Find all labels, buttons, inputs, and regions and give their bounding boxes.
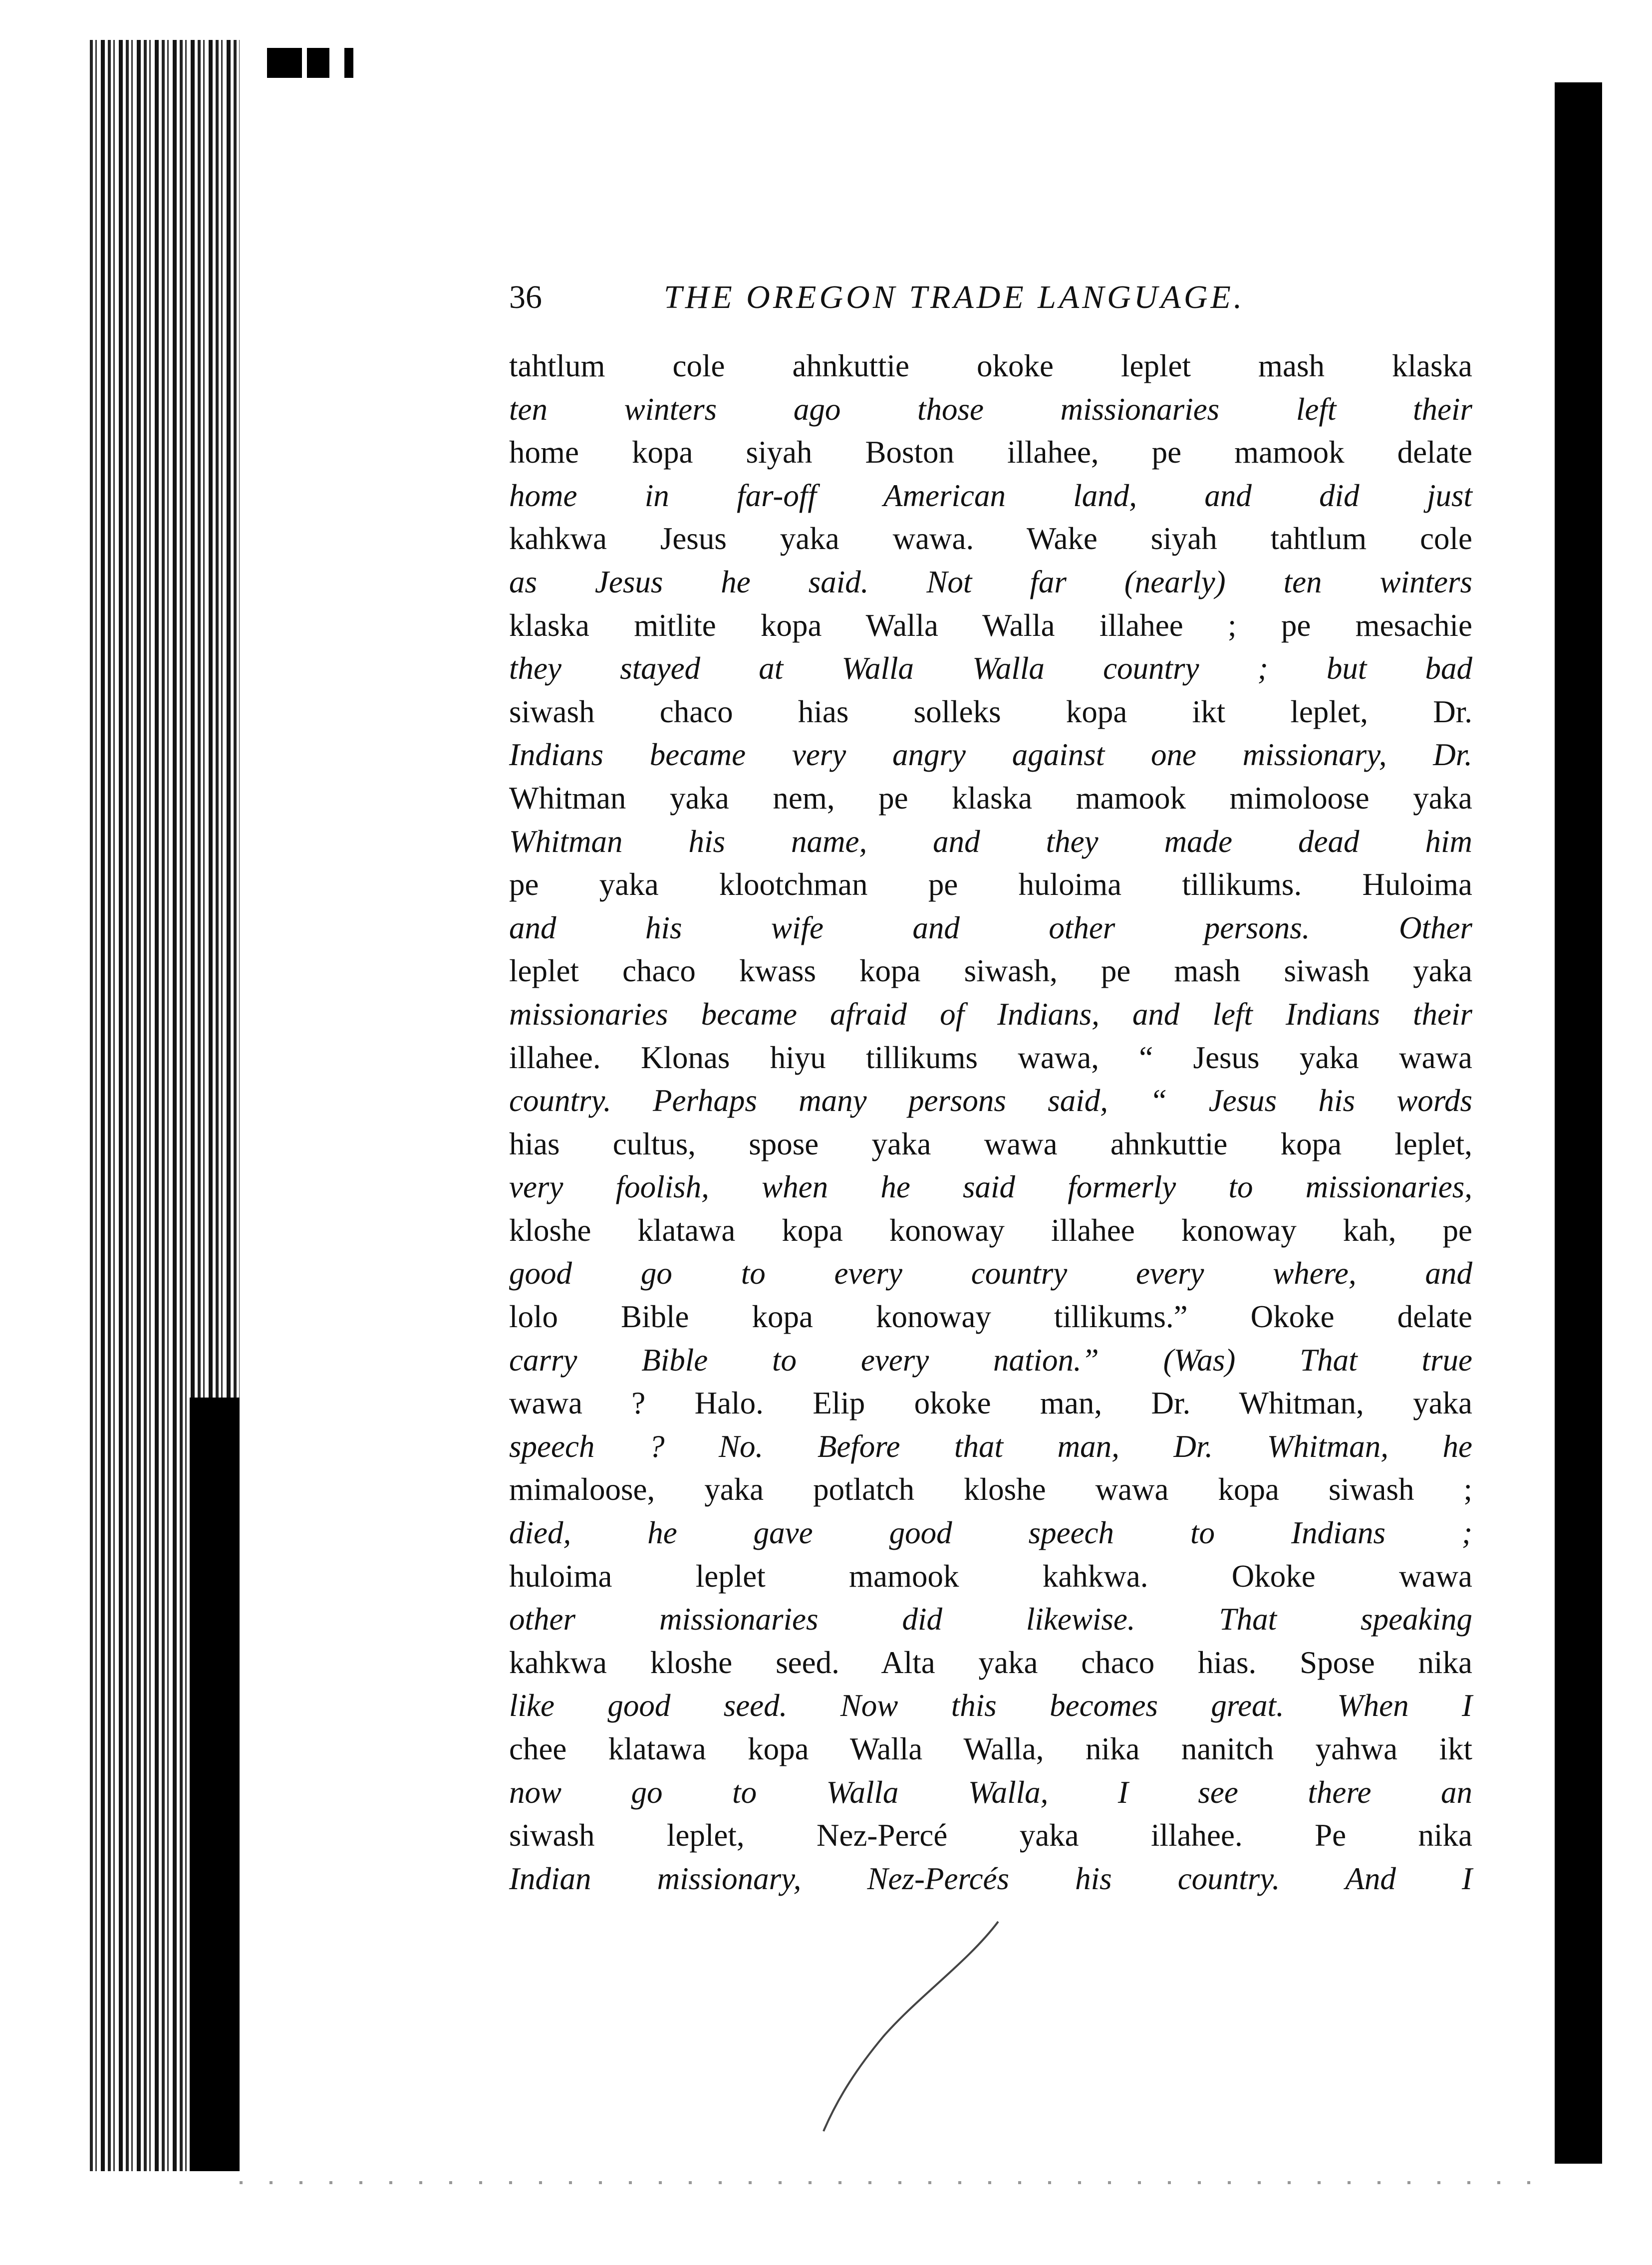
text-line-chinook: mimaloose, yaka potlatch kloshe wawa kopa siwash ; [509,1472,1472,1507]
text-line-translation: now go to Walla Walla, I see there an [509,1774,1472,1810]
text-line-translation: like good seed. Now this becomes great. When I [509,1688,1472,1723]
text-line-chinook: hias cultus, spose yaka wawa ahnkuttie kopa leplet, [509,1126,1472,1161]
text-line-chinook: kloshe klatawa kopa konoway illahee konoway kah, pe [509,1212,1472,1248]
text-line-translation: carry Bible to every nation.” (Was) That true [509,1342,1472,1378]
text-line-chinook: lolo Bible kopa konoway tillikums.” Okoke delate [509,1299,1472,1335]
text-line-chinook: huloima leplet mamook kahkwa. Okoke wawa [509,1558,1472,1594]
scan-dust [240,2181,1547,2184]
text-line-chinook: tahtlum cole ahnkuttie okoke leplet mash klaska [509,348,1472,383]
text-line-chinook: chee klatawa kopa Walla Walla, nika nanitch yahwa ikt [509,1731,1472,1766]
text-block [509,344,1472,1900]
text-line-translation: Indian missionary, Nez-Percés his country. And I [509,1861,1472,1896]
text-line-chinook: Whitman yaka nem, pe klaska mamook mimoloose yaka [509,780,1472,816]
page-edge-shadow [1555,82,1602,2164]
text-line-translation: Whitman his name, and they made dead him [509,824,1472,859]
text-line-chinook: siwash chaco hias solleks kopa ikt leplet, Dr. [509,694,1472,729]
text-line-chinook: leplet chaco kwass kopa siwash, pe mash siwash yaka [509,953,1472,989]
text-line-translation: good go to every country every where, and [509,1256,1472,1291]
pen-stroke-mark [819,1917,1008,2136]
text-line-translation: speech ? No. Before that man, Dr. Whitman, he [509,1428,1472,1464]
text-line-chinook: illahee. Klonas hiyu tillikums wawa, “ Jesus yaka wawa [509,1040,1472,1075]
text-line-translation: home in far-off American land, and did just [509,478,1472,513]
scan-mark [344,48,353,78]
text-line-chinook: kahkwa kloshe seed. Alta yaka chaco hias. Spose nika [509,1645,1472,1680]
text-line-chinook: wawa ? Halo. Elip okoke man, Dr. Whitman, yaka [509,1386,1472,1421]
text-line-translation: country. Perhaps many persons said, “ Jesus his words [509,1083,1472,1119]
scan-mark [267,48,302,78]
text-line-chinook: home kopa siyah Boston illahee, pe mamook delate [509,435,1472,470]
text-line-chinook: klaska mitlite kopa Walla Walla illahee ; pe mesachie [509,607,1472,643]
text-line-translation: Indians became very angry against one missionary, Dr. [509,737,1472,773]
text-line-chinook: kahkwa Jesus yaka wawa. Wake siyah tahtlum cole [509,521,1472,557]
text-line-translation: and his wife and other persons. Other [509,910,1472,945]
text-line-translation: other missionaries did likewise. That speaking [509,1602,1472,1637]
text-line-translation: very foolish, when he said formerly to missionaries, [509,1169,1472,1205]
text-line-translation: died, he gave good speech to Indians ; [509,1515,1472,1551]
text-line-chinook: pe yaka klootchman pe huloima tillikums. Huloima [509,867,1472,902]
running-title: THE OREGON TRADE LANGUAGE. [664,279,1245,315]
page-number: 36 [509,279,542,315]
scan-mark [307,48,329,78]
text-line-translation: they stayed at Walla Walla country ; but bad [509,651,1472,686]
text-line-translation: as Jesus he said. Not far (nearly) ten winters [509,564,1472,599]
text-line-chinook: siwash leplet, Nez-Percé yaka illahee. Pe nika [509,1818,1472,1853]
text-line-translation: ten winters ago those missionaries left their [509,391,1472,427]
page-gutter-shadow-solid [190,1398,240,2171]
page-header [509,274,1467,328]
text-line-translation: missionaries became afraid of Indians, and left Indians their [509,996,1472,1032]
